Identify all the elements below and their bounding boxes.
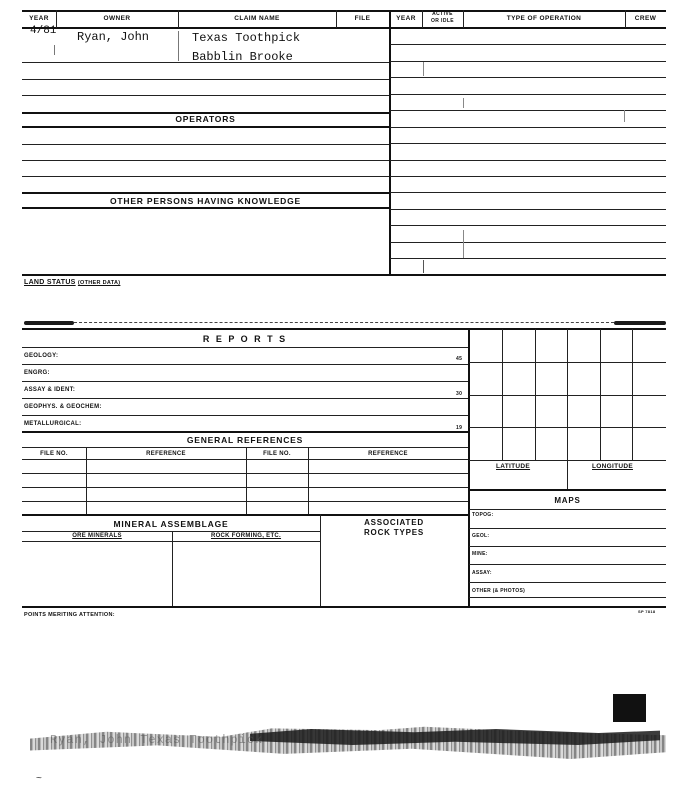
col-reference: REFERENCE <box>146 451 186 457</box>
entry-year: 4/81 <box>30 25 57 37</box>
land-status-title: LAND STATUS <box>24 279 76 286</box>
grid-line <box>469 427 666 428</box>
operators-label: OPERATORS <box>175 114 236 124</box>
other-persons-label: OTHER PERSONS HAVING KNOWLEDGE <box>109 196 302 206</box>
row-line <box>390 94 666 95</box>
scan-tick <box>624 110 625 122</box>
col-file-no: FILE NO. <box>40 451 68 457</box>
row-line <box>22 415 468 416</box>
report-assay-num: 30 <box>456 391 463 397</box>
row-line <box>390 225 666 226</box>
mineral-top-border <box>22 514 468 516</box>
col-file-no-2: FILE NO. <box>263 451 291 457</box>
row-line <box>390 242 666 243</box>
grid-line <box>469 460 666 461</box>
reports-top-border <box>22 328 666 330</box>
scan-tick <box>423 260 424 273</box>
row-line <box>22 160 389 161</box>
divider <box>308 447 309 514</box>
mineral-bottom-border <box>22 606 666 608</box>
maps-top-border <box>469 489 666 491</box>
grid-line <box>469 395 666 396</box>
maps-mine: MINE: <box>472 551 488 557</box>
scan-band-right <box>614 321 666 325</box>
report-engrg-label: ENGRG: <box>24 370 50 376</box>
row-line <box>469 509 666 510</box>
col-reference-2: REFERENCE <box>368 451 408 457</box>
row-line <box>469 564 666 565</box>
scan-tick <box>54 45 55 55</box>
entry-owner: Ryan, John <box>77 30 150 44</box>
longitude-label: LONGITUDE <box>592 463 633 470</box>
header-year: YEAR <box>29 15 49 22</box>
table-bottom-border <box>22 274 666 276</box>
scan-tick <box>463 230 464 258</box>
scan-band-left <box>24 321 74 325</box>
row-line <box>22 531 320 532</box>
land-status-sub: (OTHER DATA) <box>77 280 121 286</box>
points-label: POINTS MERITING ATTENTION: <box>24 612 115 618</box>
row-line <box>22 347 468 348</box>
header-bottom-border <box>22 27 666 29</box>
associated-label-1: ASSOCIATED <box>364 518 424 527</box>
row-line <box>390 258 666 259</box>
ore-minerals-label: ORE MINERALS <box>72 533 122 539</box>
row-line <box>22 62 389 63</box>
other-persons-bottom-border <box>22 207 389 209</box>
header-type-of-operation: TYPE OF OPERATION <box>506 15 582 22</box>
land-status-label <box>24 279 120 286</box>
report-assay-label: ASSAY & IDENT: <box>24 387 76 393</box>
header-crew: CREW <box>634 15 657 22</box>
report-geology-num: 45 <box>456 356 463 362</box>
row-line <box>22 144 389 145</box>
row-line <box>22 487 468 488</box>
row-line <box>22 541 320 542</box>
row-line <box>390 192 666 193</box>
header-claim-name: CLAIM NAME <box>234 15 280 22</box>
row-line <box>390 176 666 177</box>
entry-claim-1: Texas Toothpick <box>192 31 301 45</box>
row-line <box>390 127 666 128</box>
row-line <box>469 528 666 529</box>
maps-title: MAPS <box>554 496 581 505</box>
form-number: SP 7818 <box>638 609 656 614</box>
general-refs-top-border <box>22 431 468 433</box>
scan-black-block <box>613 694 646 722</box>
row-line <box>22 176 389 177</box>
entry-claim-2: Babblin Brooke <box>192 50 293 64</box>
row-line <box>390 44 666 45</box>
row-line <box>22 95 389 96</box>
scan-tick <box>463 98 464 108</box>
row-line <box>390 160 666 161</box>
divider <box>86 447 87 514</box>
row-line <box>390 209 666 210</box>
row-line <box>390 61 666 62</box>
latitude-label: LATITUDE <box>496 463 531 470</box>
other-persons-top-border <box>22 192 389 194</box>
scan-tick <box>423 62 424 76</box>
reports-title: R E P O R T S <box>202 334 288 344</box>
report-geology-label: GEOLOGY: <box>24 353 59 359</box>
maps-topog: TOPOG: <box>472 512 494 518</box>
report-metallurgical-num: 19 <box>456 425 463 431</box>
table-top-border <box>22 10 666 12</box>
row-line <box>390 77 666 78</box>
operators-bottom-border <box>22 126 389 128</box>
divider <box>246 447 247 514</box>
maps-geol: GEOL: <box>472 533 490 539</box>
report-metallurgical-label: METALLURGICAL: <box>24 421 82 427</box>
divider <box>172 531 173 607</box>
row-line <box>22 447 468 448</box>
row-line <box>469 582 666 583</box>
row-line <box>22 501 468 502</box>
header-year-2: YEAR <box>396 15 416 22</box>
row-line <box>22 79 389 80</box>
header-active: ACTIVE <box>432 11 453 17</box>
scan-speck: ~ <box>36 773 42 784</box>
row-line <box>22 381 468 382</box>
header-owner: OWNER <box>103 15 131 22</box>
row-line <box>469 597 666 598</box>
row-line <box>22 473 468 474</box>
grid-line <box>567 329 568 489</box>
associated-label-2: ROCK TYPES <box>363 528 424 537</box>
general-refs-title: GENERAL REFERENCES <box>186 435 304 445</box>
grid-line <box>469 362 666 363</box>
row-line <box>22 459 468 460</box>
mineral-title: MINERAL ASSEMBLAGE <box>113 519 229 529</box>
row-line <box>22 398 468 399</box>
right-panel-divider <box>468 328 470 607</box>
header-file: FILE <box>354 15 371 22</box>
rock-forming-label: ROCK FORMING, ETC. <box>210 533 282 539</box>
header-or-idle: OR IDLE <box>430 18 455 24</box>
scan-ghost-text: Ryan, John Texas Toothpick <box>50 733 264 747</box>
row-line <box>469 546 666 547</box>
row-line <box>390 143 666 144</box>
report-geophys-label: GEOPHYS. & GEOCHEM: <box>24 404 102 410</box>
scan-band-line <box>74 322 614 323</box>
row-line <box>22 364 468 365</box>
maps-other: OTHER (& PHOTOS) <box>472 588 526 594</box>
scan-tick <box>178 31 179 61</box>
maps-assay: ASSAY: <box>472 570 492 576</box>
